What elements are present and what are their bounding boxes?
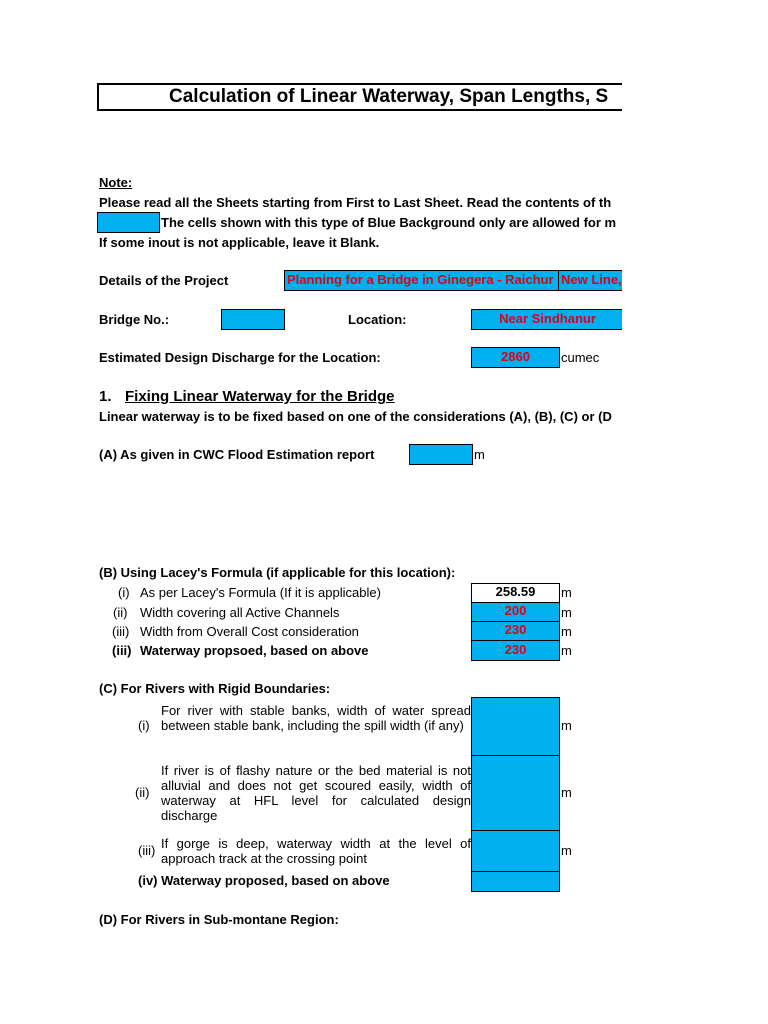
discharge-input[interactable]: 2860	[471, 347, 560, 368]
part-b-row-4-unit: m	[561, 643, 572, 658]
part-b-row-3-text: Width from Overall Cost consideration	[140, 624, 359, 639]
part-c-row-3-input[interactable]	[471, 830, 560, 873]
part-c-row-1-input[interactable]	[471, 697, 560, 757]
project-name-input-2[interactable]: New Line,	[558, 270, 622, 291]
part-b-heading: (B) Using Lacey's Formula (if applicable for this location):	[99, 565, 456, 580]
project-name-input[interactable]: Planning for a Bridge in Ginegera - Raichur	[284, 270, 561, 291]
part-b-row-4-num: (iii)	[112, 643, 132, 658]
part-c-proposed-label: (iv) Waterway proposed, based on above	[138, 873, 390, 888]
part-b-row-3-num: (iii)	[112, 624, 130, 639]
page-title: Calculation of Linear Waterway, Span Lengths, S	[97, 83, 622, 111]
part-c-row-2-input[interactable]	[471, 755, 560, 832]
note-line-3: If some inout is not applicable, leave it Blank.	[99, 235, 380, 250]
part-c-row-3-unit: m	[561, 843, 572, 858]
part-b-row-3-input[interactable]: 230	[471, 621, 560, 641]
part-b-row-2-unit: m	[561, 605, 572, 620]
part-c-row-1-num: (i)	[138, 718, 150, 733]
part-b-row-4-text: Waterway propsoed, based on above	[140, 643, 369, 658]
location-input[interactable]: Near Sindhanur	[471, 309, 622, 330]
note-line-2: The cells shown with this type of Blue Background only are allowed for m	[161, 215, 617, 230]
part-b-row-2-num: (ii)	[113, 605, 128, 620]
section-1-intro: Linear waterway is to be fixed based on one of the considerations (A), (B), (C) or (D	[99, 409, 612, 424]
discharge-unit: cumec	[561, 350, 600, 365]
bridge-no-label: Bridge No.:	[99, 312, 170, 327]
part-a-label: (A) As given in CWC Flood Estimation report	[99, 447, 375, 462]
part-b-row-2-input[interactable]: 200	[471, 602, 560, 622]
part-b-row-2-text: Width covering all Active Channels	[140, 605, 340, 620]
part-b-row-1-text: As per Lacey's Formula (If it is applicable)	[140, 585, 381, 600]
note-line-1: Please read all the Sheets starting from First to Last Sheet. Read the contents of th	[99, 195, 612, 210]
project-label: Details of the Project	[99, 273, 229, 288]
location-label: Location:	[348, 312, 407, 327]
note-heading: Note:	[99, 175, 133, 190]
part-b-row-3-unit: m	[561, 624, 572, 639]
part-c-row-1-text: For river with stable banks, width of water spread between stable bank, including the spill width (if any)	[161, 703, 471, 733]
part-a-input[interactable]	[409, 444, 473, 465]
bridge-no-input[interactable]	[221, 309, 285, 330]
part-c-row-3-text: If gorge is deep, waterway width at the level of approach track at the crossing point	[161, 836, 471, 866]
part-c-row-2-text: If river is of flashy nature or the bed material is not alluvial and does not get scoured easily, width of waterway at HFL level for calculated design discharge	[161, 763, 471, 823]
part-c-row-1-unit: m	[561, 718, 572, 733]
part-c-heading: (C) For Rivers with Rigid Boundaries:	[99, 681, 331, 696]
part-c-proposed-input[interactable]	[471, 871, 560, 892]
part-b-row-1-unit: m	[561, 585, 572, 600]
discharge-label: Estimated Design Discharge for the Location:	[99, 350, 381, 365]
part-c-row-3-num: (iii)	[138, 843, 156, 858]
section-1-heading: Fixing Linear Waterway for the Bridge	[125, 388, 395, 405]
part-a-unit: m	[474, 447, 485, 462]
part-d-heading: (D) For Rivers in Sub-montane Region:	[99, 912, 339, 927]
part-c-row-2-num: (ii)	[135, 785, 150, 800]
part-b-row-1-value: 258.59	[471, 583, 560, 603]
part-b-row-4-input[interactable]: 230	[471, 640, 560, 661]
section-1-number: 1.	[99, 388, 112, 405]
part-c-row-2-unit: m	[561, 785, 572, 800]
part-b-row-1-num: (i)	[118, 585, 130, 600]
blue-input-legend-swatch	[97, 212, 160, 233]
